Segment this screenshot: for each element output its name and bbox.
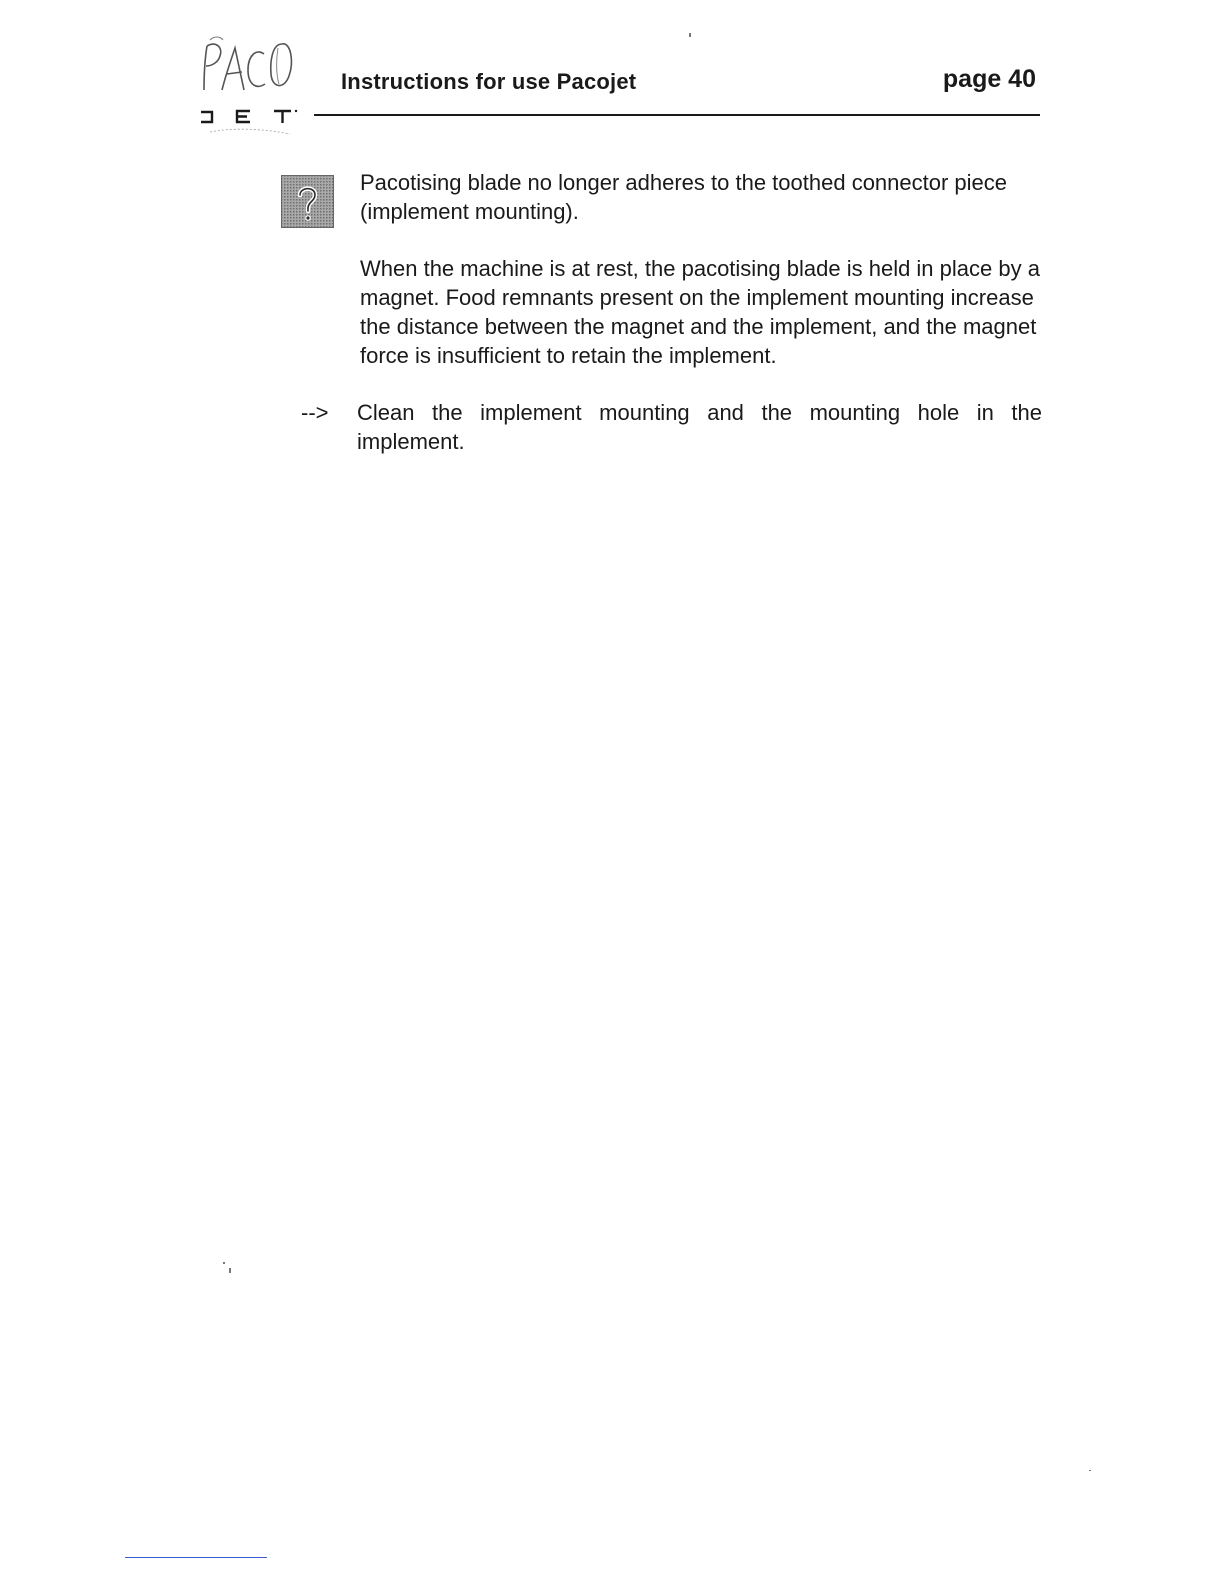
action-instruction: Clean the implement mounting and the mounting hole in the implement. [357,400,1042,454]
explanation-paragraph: When the machine is at rest, the pacotising blade is held in place by a magnet. Food remnants present on the implement mounting increase the distance between the magnet and the implement, and the magnet force is insufficient to retain the implement. [360,256,1040,368]
scan-speck [689,33,691,37]
page-number: page 40 [942,65,1036,93]
footer-divider [125,1557,267,1558]
scan-speck [223,1262,225,1264]
action-marker: --> [301,400,329,425]
document-title: Instructions for use Pacojet [341,69,637,94]
header-divider [314,114,1040,116]
scan-speck [1089,1470,1091,1471]
problem-statement: Pacotising blade no longer adheres to the toothed connector piece (implement mounting). [360,170,1008,224]
pacojet-logo [190,28,308,140]
scan-speck [229,1268,231,1273]
question-mark-icon [281,175,334,228]
